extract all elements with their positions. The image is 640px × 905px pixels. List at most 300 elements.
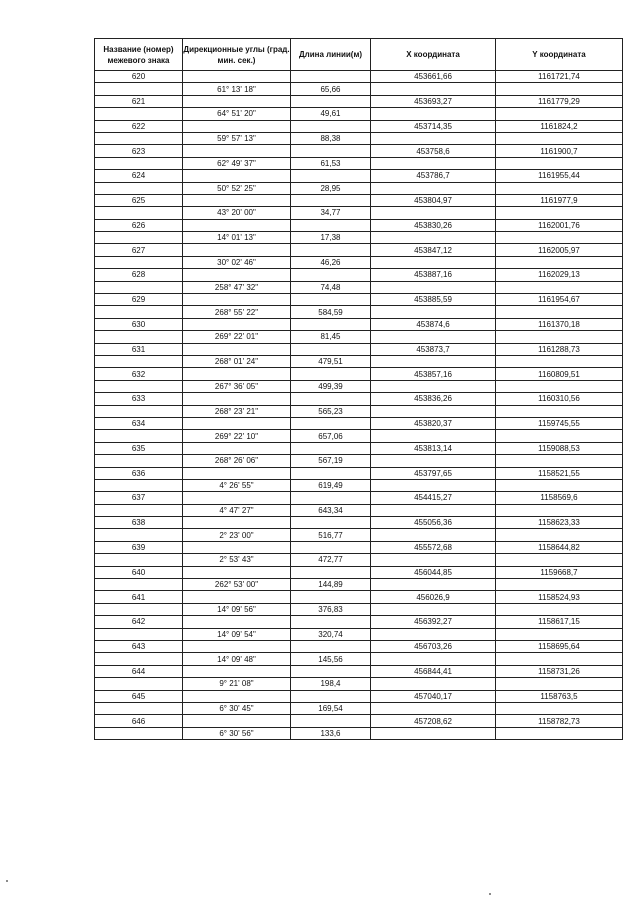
line-row bbox=[95, 182, 623, 194]
x-coordinate-cell: 453820,37 bbox=[371, 417, 496, 429]
length-cell: 499,39 bbox=[291, 380, 371, 392]
angle-cell bbox=[183, 343, 291, 355]
x-coordinate-cell bbox=[371, 281, 496, 293]
line-row bbox=[95, 479, 623, 491]
x-coordinate-cell: 453887,16 bbox=[371, 269, 496, 281]
length-cell bbox=[291, 120, 371, 132]
point-name-cell: 621 bbox=[95, 95, 183, 107]
point-name-cell: 620 bbox=[95, 71, 183, 83]
length-cell: 133,6 bbox=[291, 727, 371, 739]
x-coordinate-cell bbox=[371, 331, 496, 343]
line-row bbox=[95, 83, 623, 95]
x-coordinate-cell: 454415,27 bbox=[371, 492, 496, 504]
line-row bbox=[95, 554, 623, 566]
line-row bbox=[95, 727, 623, 739]
length-cell bbox=[291, 665, 371, 677]
length-cell: 88,38 bbox=[291, 132, 371, 144]
y-coordinate-cell: 1158521,55 bbox=[496, 467, 623, 479]
angle-cell bbox=[183, 616, 291, 628]
x-coordinate-cell: 453804,97 bbox=[371, 194, 496, 206]
point-name-cell: 625 bbox=[95, 194, 183, 206]
y-coordinate-cell: 1161977,9 bbox=[496, 194, 623, 206]
length-cell bbox=[291, 368, 371, 380]
line-row bbox=[95, 653, 623, 665]
line-row bbox=[95, 132, 623, 144]
y-coordinate-cell: 1162029,13 bbox=[496, 269, 623, 281]
y-coordinate-cell bbox=[496, 405, 623, 417]
line-row bbox=[95, 380, 623, 392]
x-coordinate-cell: 453885,59 bbox=[371, 294, 496, 306]
angle-cell bbox=[183, 145, 291, 157]
x-coordinate-cell: 456392,27 bbox=[371, 616, 496, 628]
line-row bbox=[95, 355, 623, 367]
length-cell: 81,45 bbox=[291, 331, 371, 343]
x-coordinate-cell bbox=[371, 83, 496, 95]
angle-cell: 9° 21' 08" bbox=[183, 678, 291, 690]
y-coordinate-cell bbox=[496, 207, 623, 219]
length-cell: 28,95 bbox=[291, 182, 371, 194]
length-cell bbox=[291, 393, 371, 405]
y-coordinate-cell: 1158644,82 bbox=[496, 541, 623, 553]
angle-cell bbox=[183, 95, 291, 107]
point-row bbox=[95, 269, 623, 281]
y-coordinate-cell: 1158524,93 bbox=[496, 591, 623, 603]
x-coordinate-cell: 453758,6 bbox=[371, 145, 496, 157]
point-row bbox=[95, 566, 623, 578]
angle-cell bbox=[183, 269, 291, 281]
length-cell bbox=[291, 492, 371, 504]
y-coordinate-cell: 1161824,2 bbox=[496, 120, 623, 132]
point-name-cell: 635 bbox=[95, 442, 183, 454]
scan-speck bbox=[6, 880, 8, 882]
x-coordinate-cell bbox=[371, 132, 496, 144]
length-cell bbox=[291, 269, 371, 281]
point-row bbox=[95, 244, 623, 256]
angle-cell bbox=[183, 368, 291, 380]
x-coordinate-cell: 456703,26 bbox=[371, 640, 496, 652]
y-coordinate-cell bbox=[496, 157, 623, 169]
point-name-cell bbox=[95, 405, 183, 417]
point-name-cell bbox=[95, 603, 183, 615]
angle-cell: 6° 30' 45" bbox=[183, 702, 291, 714]
angle-cell bbox=[183, 318, 291, 330]
angle-cell bbox=[183, 170, 291, 182]
x-coordinate-cell bbox=[371, 430, 496, 442]
length-cell: 17,38 bbox=[291, 232, 371, 244]
point-row bbox=[95, 492, 623, 504]
angle-cell: 14° 01' 13" bbox=[183, 232, 291, 244]
length-cell bbox=[291, 591, 371, 603]
point-name-cell bbox=[95, 430, 183, 442]
angle-cell: 267° 36' 05" bbox=[183, 380, 291, 392]
length-cell: 46,26 bbox=[291, 256, 371, 268]
y-coordinate-cell bbox=[496, 727, 623, 739]
length-cell bbox=[291, 566, 371, 578]
y-coordinate-cell: 1162001,76 bbox=[496, 219, 623, 231]
point-name-cell: 634 bbox=[95, 417, 183, 429]
x-coordinate-cell bbox=[371, 157, 496, 169]
line-row bbox=[95, 256, 623, 268]
point-name-cell: 633 bbox=[95, 393, 183, 405]
y-coordinate-cell bbox=[496, 232, 623, 244]
y-coordinate-cell bbox=[496, 331, 623, 343]
header-name: Название (номер) межевого знака bbox=[95, 39, 183, 71]
angle-cell: 4° 26' 55" bbox=[183, 479, 291, 491]
y-coordinate-cell: 1158617,15 bbox=[496, 616, 623, 628]
point-name-cell bbox=[95, 702, 183, 714]
x-coordinate-cell bbox=[371, 108, 496, 120]
point-row bbox=[95, 343, 623, 355]
point-row bbox=[95, 71, 623, 83]
point-name-cell bbox=[95, 628, 183, 640]
angle-cell: 61° 13' 18" bbox=[183, 83, 291, 95]
point-row bbox=[95, 467, 623, 479]
point-name-cell: 626 bbox=[95, 219, 183, 231]
length-cell bbox=[291, 616, 371, 628]
angle-cell bbox=[183, 417, 291, 429]
header-x: X координата bbox=[371, 39, 496, 71]
angle-cell: 2° 53' 43" bbox=[183, 554, 291, 566]
point-name-cell: 644 bbox=[95, 665, 183, 677]
point-name-cell bbox=[95, 157, 183, 169]
point-name-cell: 643 bbox=[95, 640, 183, 652]
length-cell: 643,34 bbox=[291, 504, 371, 516]
y-coordinate-cell: 1158763,5 bbox=[496, 690, 623, 702]
y-coordinate-cell: 1158731,26 bbox=[496, 665, 623, 677]
x-coordinate-cell: 453661,66 bbox=[371, 71, 496, 83]
x-coordinate-cell bbox=[371, 702, 496, 714]
length-cell: 144,89 bbox=[291, 579, 371, 591]
y-coordinate-cell bbox=[496, 653, 623, 665]
y-coordinate-cell: 1158569,6 bbox=[496, 492, 623, 504]
x-coordinate-cell bbox=[371, 455, 496, 467]
angle-cell bbox=[183, 219, 291, 231]
point-name-cell bbox=[95, 182, 183, 194]
length-cell: 320,74 bbox=[291, 628, 371, 640]
point-row bbox=[95, 541, 623, 553]
point-row bbox=[95, 591, 623, 603]
length-cell bbox=[291, 145, 371, 157]
x-coordinate-cell: 453797,65 bbox=[371, 467, 496, 479]
line-row bbox=[95, 157, 623, 169]
x-coordinate-cell bbox=[371, 628, 496, 640]
length-cell bbox=[291, 95, 371, 107]
length-cell: 584,59 bbox=[291, 306, 371, 318]
length-cell: 376,83 bbox=[291, 603, 371, 615]
x-coordinate-cell bbox=[371, 355, 496, 367]
y-coordinate-cell: 1159745,55 bbox=[496, 417, 623, 429]
point-row bbox=[95, 442, 623, 454]
angle-cell: 268° 23' 21" bbox=[183, 405, 291, 417]
point-name-cell bbox=[95, 504, 183, 516]
angle-cell bbox=[183, 690, 291, 702]
point-row bbox=[95, 318, 623, 330]
x-coordinate-cell: 455056,36 bbox=[371, 517, 496, 529]
header-length: Длина линии(м) bbox=[291, 39, 371, 71]
point-row bbox=[95, 417, 623, 429]
x-coordinate-cell: 456844,41 bbox=[371, 665, 496, 677]
length-cell: 49,61 bbox=[291, 108, 371, 120]
point-name-cell bbox=[95, 579, 183, 591]
length-cell bbox=[291, 640, 371, 652]
angle-cell: 4° 47' 27" bbox=[183, 504, 291, 516]
x-coordinate-cell: 453786,7 bbox=[371, 170, 496, 182]
point-name-cell: 637 bbox=[95, 492, 183, 504]
angle-cell bbox=[183, 517, 291, 529]
point-name-cell bbox=[95, 380, 183, 392]
point-name-cell: 627 bbox=[95, 244, 183, 256]
x-coordinate-cell bbox=[371, 479, 496, 491]
point-name-cell bbox=[95, 256, 183, 268]
length-cell bbox=[291, 71, 371, 83]
length-cell bbox=[291, 541, 371, 553]
angle-cell: 2° 23' 00" bbox=[183, 529, 291, 541]
line-row bbox=[95, 628, 623, 640]
x-coordinate-cell: 453813,14 bbox=[371, 442, 496, 454]
y-coordinate-cell bbox=[496, 702, 623, 714]
y-coordinate-cell: 1159668,7 bbox=[496, 566, 623, 578]
angle-cell: 268° 55' 22" bbox=[183, 306, 291, 318]
angle-cell bbox=[183, 244, 291, 256]
point-name-cell: 624 bbox=[95, 170, 183, 182]
point-name-cell bbox=[95, 83, 183, 95]
angle-cell bbox=[183, 442, 291, 454]
point-name-cell bbox=[95, 232, 183, 244]
angle-cell bbox=[183, 393, 291, 405]
line-row bbox=[95, 504, 623, 516]
length-cell bbox=[291, 417, 371, 429]
length-cell: 657,06 bbox=[291, 430, 371, 442]
point-row bbox=[95, 665, 623, 677]
angle-cell: 269° 22' 01" bbox=[183, 331, 291, 343]
point-row bbox=[95, 368, 623, 380]
length-cell bbox=[291, 343, 371, 355]
header-angle: Дирекционные углы (град. мин. сек.) bbox=[183, 39, 291, 71]
x-coordinate-cell: 453857,16 bbox=[371, 368, 496, 380]
length-cell bbox=[291, 244, 371, 256]
point-name-cell: 645 bbox=[95, 690, 183, 702]
angle-cell bbox=[183, 194, 291, 206]
point-name-cell: 646 bbox=[95, 715, 183, 727]
y-coordinate-cell: 1161370,18 bbox=[496, 318, 623, 330]
length-cell bbox=[291, 442, 371, 454]
point-name-cell: 630 bbox=[95, 318, 183, 330]
line-row bbox=[95, 108, 623, 120]
x-coordinate-cell bbox=[371, 207, 496, 219]
point-row bbox=[95, 294, 623, 306]
angle-cell: 14° 09' 54" bbox=[183, 628, 291, 640]
length-cell bbox=[291, 690, 371, 702]
y-coordinate-cell bbox=[496, 83, 623, 95]
length-cell bbox=[291, 517, 371, 529]
angle-cell bbox=[183, 467, 291, 479]
header-y: Y координата bbox=[496, 39, 623, 71]
y-coordinate-cell bbox=[496, 479, 623, 491]
length-cell bbox=[291, 219, 371, 231]
angle-cell: 50° 52' 25" bbox=[183, 182, 291, 194]
angle-cell bbox=[183, 71, 291, 83]
point-name-cell: 641 bbox=[95, 591, 183, 603]
length-cell bbox=[291, 294, 371, 306]
point-row bbox=[95, 690, 623, 702]
boundary-marks-table bbox=[94, 38, 623, 740]
length-cell bbox=[291, 170, 371, 182]
point-row bbox=[95, 219, 623, 231]
line-row bbox=[95, 455, 623, 467]
line-row bbox=[95, 678, 623, 690]
point-name-cell bbox=[95, 207, 183, 219]
table-header-row bbox=[95, 39, 623, 71]
x-coordinate-cell: 456026,9 bbox=[371, 591, 496, 603]
x-coordinate-cell bbox=[371, 678, 496, 690]
angle-cell bbox=[183, 492, 291, 504]
y-coordinate-cell bbox=[496, 529, 623, 541]
x-coordinate-cell bbox=[371, 529, 496, 541]
y-coordinate-cell bbox=[496, 256, 623, 268]
point-name-cell bbox=[95, 132, 183, 144]
x-coordinate-cell: 453693,27 bbox=[371, 95, 496, 107]
y-coordinate-cell bbox=[496, 603, 623, 615]
point-name-cell: 631 bbox=[95, 343, 183, 355]
y-coordinate-cell bbox=[496, 355, 623, 367]
angle-cell: 268° 01' 24" bbox=[183, 355, 291, 367]
angle-cell: 6° 30' 56" bbox=[183, 727, 291, 739]
point-row bbox=[95, 640, 623, 652]
angle-cell bbox=[183, 591, 291, 603]
angle-cell: 14° 09' 48" bbox=[183, 653, 291, 665]
x-coordinate-cell bbox=[371, 603, 496, 615]
point-row bbox=[95, 145, 623, 157]
angle-cell: 262° 53' 00" bbox=[183, 579, 291, 591]
y-coordinate-cell: 1160310,56 bbox=[496, 393, 623, 405]
length-cell: 516,77 bbox=[291, 529, 371, 541]
point-name-cell bbox=[95, 355, 183, 367]
point-row bbox=[95, 715, 623, 727]
y-coordinate-cell bbox=[496, 678, 623, 690]
y-coordinate-cell bbox=[496, 628, 623, 640]
length-cell bbox=[291, 318, 371, 330]
point-row bbox=[95, 170, 623, 182]
x-coordinate-cell: 453714,35 bbox=[371, 120, 496, 132]
point-name-cell bbox=[95, 281, 183, 293]
y-coordinate-cell bbox=[496, 504, 623, 516]
angle-cell bbox=[183, 294, 291, 306]
point-row bbox=[95, 120, 623, 132]
point-name-cell bbox=[95, 678, 183, 690]
x-coordinate-cell bbox=[371, 554, 496, 566]
point-row bbox=[95, 194, 623, 206]
point-name-cell: 629 bbox=[95, 294, 183, 306]
length-cell: 34,77 bbox=[291, 207, 371, 219]
point-name-cell bbox=[95, 479, 183, 491]
y-coordinate-cell bbox=[496, 108, 623, 120]
point-name-cell bbox=[95, 306, 183, 318]
point-name-cell bbox=[95, 331, 183, 343]
angle-cell bbox=[183, 120, 291, 132]
y-coordinate-cell: 1158695,64 bbox=[496, 640, 623, 652]
length-cell: 61,53 bbox=[291, 157, 371, 169]
y-coordinate-cell bbox=[496, 579, 623, 591]
y-coordinate-cell bbox=[496, 380, 623, 392]
y-coordinate-cell: 1158623,33 bbox=[496, 517, 623, 529]
length-cell: 619,49 bbox=[291, 479, 371, 491]
y-coordinate-cell: 1161779,29 bbox=[496, 95, 623, 107]
line-row bbox=[95, 529, 623, 541]
y-coordinate-cell: 1161288,73 bbox=[496, 343, 623, 355]
point-name-cell: 628 bbox=[95, 269, 183, 281]
x-coordinate-cell: 453836,26 bbox=[371, 393, 496, 405]
line-row bbox=[95, 405, 623, 417]
y-coordinate-cell bbox=[496, 554, 623, 566]
angle-cell: 269° 22' 10" bbox=[183, 430, 291, 442]
point-name-cell: 638 bbox=[95, 517, 183, 529]
point-row bbox=[95, 616, 623, 628]
x-coordinate-cell bbox=[371, 504, 496, 516]
angle-cell: 30° 02' 46" bbox=[183, 256, 291, 268]
x-coordinate-cell: 453830,26 bbox=[371, 219, 496, 231]
point-name-cell: 632 bbox=[95, 368, 183, 380]
y-coordinate-cell bbox=[496, 306, 623, 318]
length-cell bbox=[291, 715, 371, 727]
x-coordinate-cell bbox=[371, 182, 496, 194]
angle-cell bbox=[183, 541, 291, 553]
y-coordinate-cell: 1162005,97 bbox=[496, 244, 623, 256]
point-row bbox=[95, 517, 623, 529]
angle-cell: 59° 57' 13" bbox=[183, 132, 291, 144]
point-name-cell: 636 bbox=[95, 467, 183, 479]
angle-cell: 268° 26' 06" bbox=[183, 455, 291, 467]
x-coordinate-cell: 456044,85 bbox=[371, 566, 496, 578]
y-coordinate-cell: 1158782,73 bbox=[496, 715, 623, 727]
angle-cell: 64° 51' 20" bbox=[183, 108, 291, 120]
angle-cell: 62° 49' 37" bbox=[183, 157, 291, 169]
y-coordinate-cell: 1160809,51 bbox=[496, 368, 623, 380]
x-coordinate-cell: 457208,62 bbox=[371, 715, 496, 727]
x-coordinate-cell bbox=[371, 653, 496, 665]
point-name-cell bbox=[95, 108, 183, 120]
line-row bbox=[95, 232, 623, 244]
point-name-cell: 622 bbox=[95, 120, 183, 132]
x-coordinate-cell bbox=[371, 405, 496, 417]
y-coordinate-cell bbox=[496, 132, 623, 144]
length-cell: 567,19 bbox=[291, 455, 371, 467]
line-row bbox=[95, 281, 623, 293]
x-coordinate-cell bbox=[371, 727, 496, 739]
line-row bbox=[95, 207, 623, 219]
y-coordinate-cell: 1159088,53 bbox=[496, 442, 623, 454]
y-coordinate-cell: 1161721,74 bbox=[496, 71, 623, 83]
line-row bbox=[95, 306, 623, 318]
angle-cell: 258° 47' 32" bbox=[183, 281, 291, 293]
point-name-cell: 639 bbox=[95, 541, 183, 553]
y-coordinate-cell bbox=[496, 281, 623, 293]
length-cell: 472,77 bbox=[291, 554, 371, 566]
y-coordinate-cell: 1161954,67 bbox=[496, 294, 623, 306]
line-row bbox=[95, 702, 623, 714]
x-coordinate-cell: 453873,7 bbox=[371, 343, 496, 355]
length-cell: 565,23 bbox=[291, 405, 371, 417]
line-row bbox=[95, 331, 623, 343]
point-name-cell bbox=[95, 529, 183, 541]
length-cell bbox=[291, 194, 371, 206]
y-coordinate-cell bbox=[496, 430, 623, 442]
x-coordinate-cell: 457040,17 bbox=[371, 690, 496, 702]
x-coordinate-cell: 453847,12 bbox=[371, 244, 496, 256]
point-row bbox=[95, 393, 623, 405]
table-body bbox=[95, 71, 623, 740]
point-name-cell: 623 bbox=[95, 145, 183, 157]
point-name-cell: 640 bbox=[95, 566, 183, 578]
